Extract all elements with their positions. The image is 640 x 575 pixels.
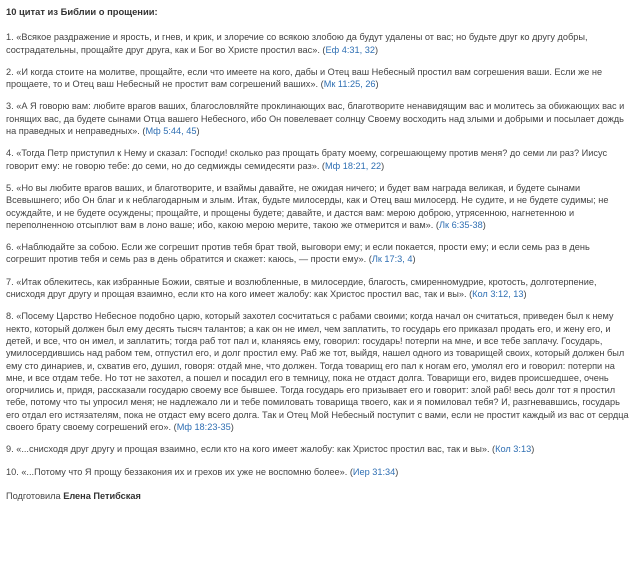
quote-close: ) — [531, 444, 535, 455]
quote-close: ) — [196, 126, 200, 137]
quote-3 — [6, 100, 632, 137]
article-title: 10 цитат из Библии о прощении: — [6, 6, 158, 17]
bible-reference-link[interactable]: Кол 3:13 — [495, 444, 532, 455]
quote-close: ) — [523, 289, 527, 300]
quote-6 — [6, 241, 632, 266]
bible-reference-link[interactable]: Мф 18:23-35 — [176, 422, 231, 433]
author-name: Елена Петибская — [63, 490, 141, 501]
quote-text: 8. «Посему Царство Небесное подобно царю, который захотел сосчитаться с рабами своими; когда начал он считаться, приведен был к нему некто, который должен был ему десять тысяч талантов; а как он не имел, чем заплатить, то государь его приказал продать его, и жену его, и детей, и все, что он имел, и заплатить; тогда раб тот пал и, кланяясь ему, говорил: государь! потерпи на мне, и все тебе заплачу. Государь, умилосердившись над рабом тем, отпустил его, и долг простил ему. Раб же тот, выйдя, нашел одного из товарищей своих, который должен был ему сто динариев, и, схватив его, душил, говоря: отдай мне, что должен. Тогда товарищ его пал к ногам его, умолял его и говорил: потерпи на мне, и все отдам тебе. Но тот не захотел, а пошел и посадил его в темницу, пока не отдаст долга. Товарищи его, видев происшедшее, очень огорчились и, придя, рассказали государю своему все бывшее. Тогда государь его призывает его и говорит: злой раб! весь долг тот я простил тебе, потому что ты упросил меня; не надлежало ли и тебе помиловать товарища твоего, как и я помиловал тебя? И, разгневавшись, государь его отдал его истязателям, пока не отдаст ему всего долга. Так и Отец Мой Небесный поступит с вами, если не простит каждый из вас от сердца своего брату своему согрешений его». ( — [6, 311, 629, 433]
author-credit — [6, 490, 632, 502]
quote-close: ) — [374, 44, 378, 55]
quote-text: 4. «Тогда Петр приступил к Нему и сказал: Господи! сколько раз прощать брату моему, согрешающему против меня? до семи ли раз? Иисус говорит ему: не говорю тебе: до семи, но до седмижды семидесяти раз». ( — [6, 148, 608, 171]
quote-text: 7. «Итак облекитесь, как избранные Божии, святые и возлюбленные, в милосердие, благость, смиренномудрие, кротость, долготерпение, снисходя друг другу и прощая взаимно, если кто на кого имеет жалобу: как Христос простил вас, так и вы». ( — [6, 276, 597, 300]
quote-5 — [6, 182, 632, 231]
quote-text: 1. «Всякое раздражение и ярость, и гнев, и крик, и злоречие со всякою злобою да будут удалены от вас; но будьте друг ко другу добры, сострадательны, прощайте друг друга, как и Бог во Христе простил вас». ( — [6, 32, 588, 55]
quote-8 — [6, 310, 632, 433]
quote-9 — [6, 443, 632, 455]
quote-text: 5. «Но вы любите врагов ваших, и благотворите, и взаймы давайте, не ожидая ничего; и будет вам награда великая, и будете сынами Всевышнего; ибо Он благ и к неблагодарным и злым. Итак, будьте милосерды, как и Отец ваш милосерд. Не судите, и не будете судимы; не осуждайте, и не будете осуждены; прощайте, и прощены будете; давайте, и дастся вам: мерою доброю, утрясенною, нагнетенною и переполненною отсыплют вам в лоно ваше; ибо, какою мерою мерите, такою же отмерится и вам». ( — [6, 182, 609, 230]
quote-text: 10. «...Потому что Я прощу беззакония их и грехов их уже не воспомню более». ( — [6, 466, 353, 477]
quote-text: 2. «И когда стоите на молитве, прощайте, если что имеете на кого, дабы и Отец ваш Небесный простил вам согрешения ваши. Если же не прощаете, то и Отец ваш Небесный не простит вам согрешений ваших». ( — [6, 66, 603, 90]
quote-10 — [6, 466, 632, 478]
quote-text: 3. «А Я говорю вам: любите врагов ваших, благословляйте проклинающих вас, благотворите ненавидящим вас и молитесь за обижающих вас и гонящих вас, да будете сынами Отца вашего Небесного, ибо Он повелевает солнцу Своему восходить над злыми и добрыми и посылает дождь на праведных и неправедных». ( — [6, 101, 625, 137]
bible-reference-link[interactable]: Иер 31:34 — [352, 466, 396, 477]
quote-close: ) — [412, 254, 416, 265]
bible-reference-link[interactable]: Еф 4:31, 32 — [325, 44, 375, 55]
author-credit-label: Подготовила — [6, 490, 64, 501]
quote-close: ) — [482, 219, 486, 230]
bible-reference-link[interactable]: Кол 3:12, 13 — [472, 289, 524, 300]
quote-2 — [6, 66, 632, 91]
quote-close: ) — [375, 79, 379, 90]
bible-reference-link[interactable]: Мк 11:25, 26 — [323, 79, 376, 90]
bible-reference-link[interactable]: Мф 18:21, 22 — [325, 160, 382, 171]
quote-1 — [6, 31, 632, 56]
quote-close: ) — [230, 422, 234, 433]
quote-text: 6. «Наблюдайте за собою. Если же согрешит против тебя брат твой, выговори ему; и если покается, прости ему; и если семь раз в день согрешит против тебя и семь раз в день обратится и скажет: каюсь, — прости ему». ( — [6, 242, 590, 265]
quote-7 — [6, 276, 632, 301]
bible-reference-link[interactable]: Лк 17:3, 4 — [371, 254, 413, 265]
bible-reference-link[interactable]: Мф 5:44, 45 — [145, 126, 197, 137]
quote-close: ) — [381, 160, 385, 171]
quote-4 — [6, 147, 632, 172]
quote-text: 9. «...снисходя друг другу и прощая взаимно, если кто на кого имеет жалобу: как Христос простил вас, так и вы». ( — [6, 444, 496, 455]
quote-close: ) — [395, 466, 399, 477]
bible-reference-link[interactable]: Лк 6:35-38 — [438, 219, 483, 230]
